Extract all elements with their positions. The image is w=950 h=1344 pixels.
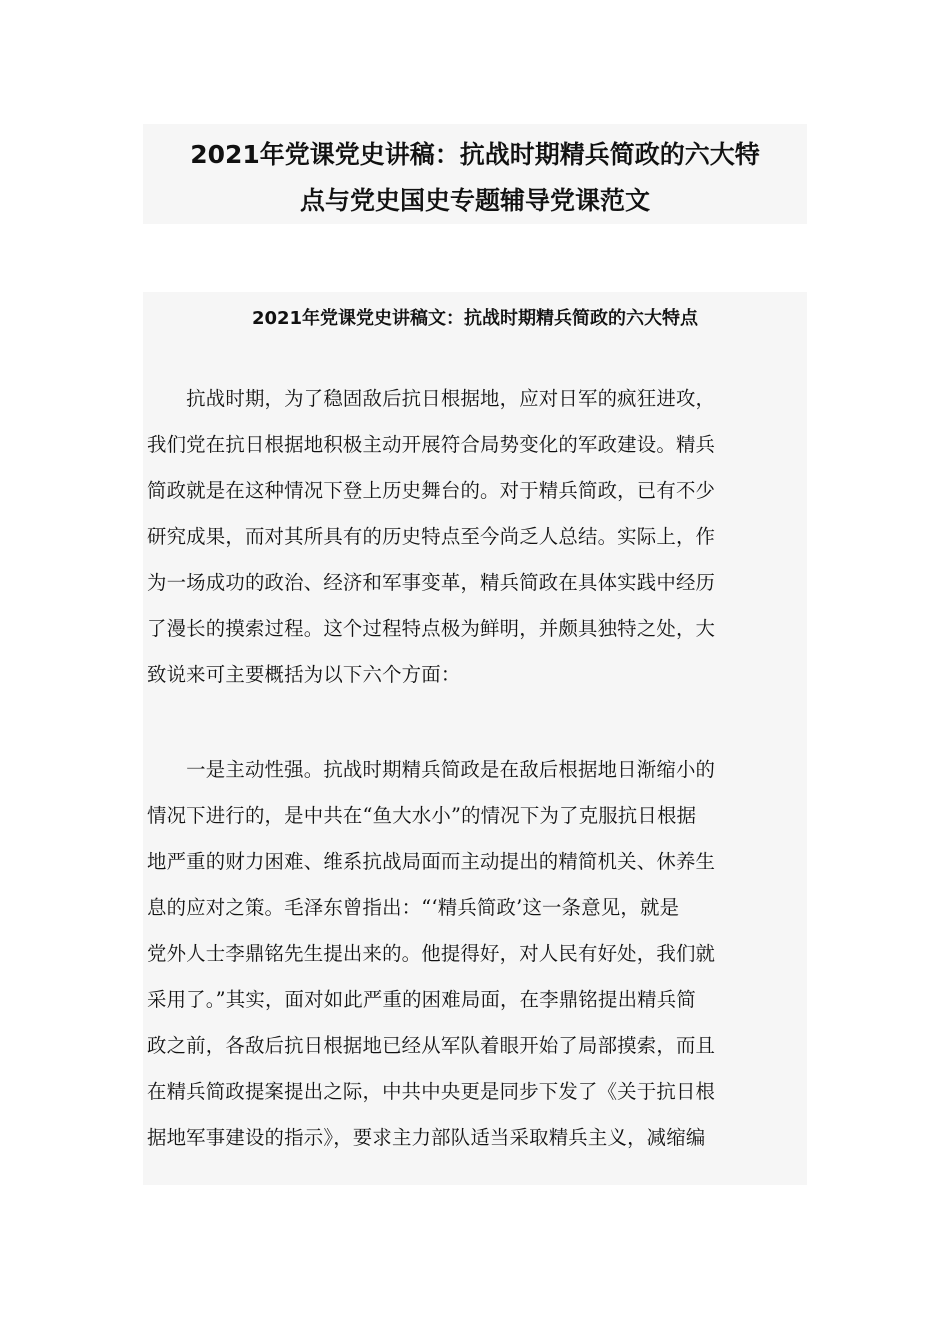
text-line: 在精兵简政提案提出之际，中共中央更是同步下发了《关于抗日根 <box>147 1080 716 1103</box>
section-heading: 2021年党课党史讲稿文：抗战时期精兵简政的六大特点 <box>251 308 699 329</box>
title-line-2: 点与党史国史专题辅导党课范文 <box>299 186 650 215</box>
text-line: 采用了。”其实，面对如此严重的困难局面，在李鼎铭提出精兵简 <box>147 988 696 1011</box>
text-line: 政之前，各敌后抗日根据地已经从军队着眼开始了局部摸索，而且 <box>147 1034 716 1057</box>
text-line: 我们党在抗日根据地积极主动开展符合局势变化的军政建设。精兵 <box>147 433 716 456</box>
text-line: 致说来可主要概括为以下六个方面： <box>147 663 461 686</box>
paragraph-intro <box>147 376 795 698</box>
text-line: 了漫长的摸索过程。这个过程特点极为鲜明，并颇具独特之处，大 <box>147 617 716 640</box>
text-line: 简政就是在这种情况下登上历史舞台的。对于精兵简政，已有不少 <box>147 479 716 502</box>
title-line-1: 2021年党课党史讲稿：抗战时期精兵简政的六大特 <box>190 140 760 169</box>
text-line: 为一场成功的政治、经济和军事变革，精兵简政在具体实践中经历 <box>147 571 716 594</box>
text-line: 情况下进行的，是中共在“鱼大水小”的情况下为了克服抗日根据 <box>147 804 697 827</box>
text-line: 党外人士李鼎铭先生提出来的。他提得好，对人民有好处，我们就 <box>147 942 716 965</box>
text-line: 研究成果，而对其所具有的历史特点至今尚乏人总结。实际上，作 <box>147 525 716 548</box>
text-line: 抗战时期，为了稳固敌后抗日根据地，应对日军的疯狂进攻， <box>147 387 716 410</box>
text-line: 一是主动性强。抗战时期精兵简政是在敌后根据地日渐缩小的 <box>147 758 716 781</box>
text-line: 息的应对之策。毛泽东曾指出：“‘精兵简政’这一条意见，就是 <box>147 896 680 919</box>
document-title <box>143 124 807 224</box>
paragraph-point-one <box>147 747 795 1161</box>
text-line: 地严重的财力困难、维系抗战局面而主动提出的精简机关、休养生 <box>147 850 716 873</box>
document-body <box>143 292 807 1185</box>
text-line: 据地军事建设的指示》，要求主力部队适当采取精兵主义，减缩编 <box>147 1126 706 1149</box>
